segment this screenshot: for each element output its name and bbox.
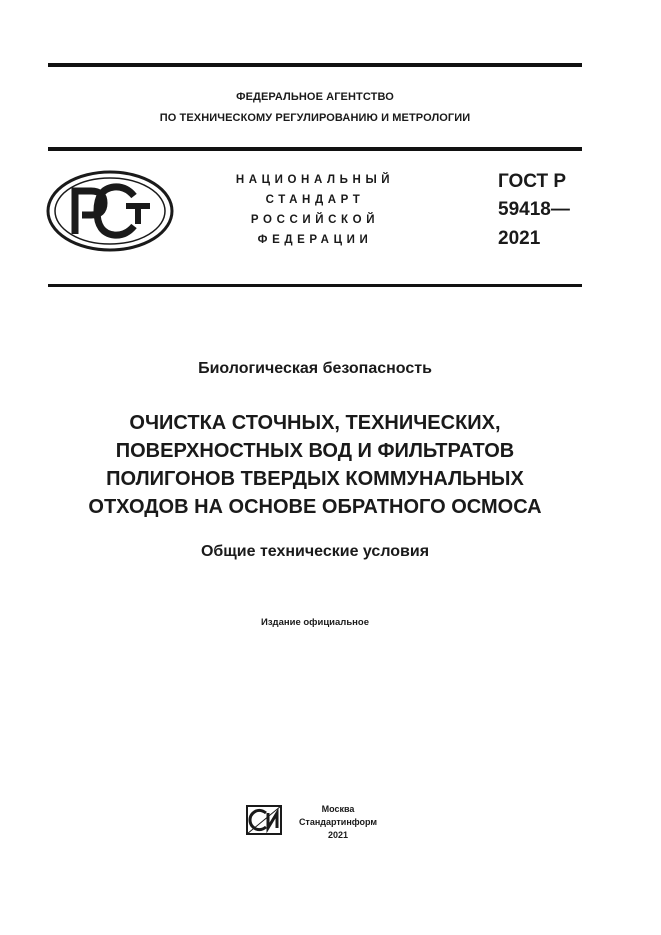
document-subtitle: Общие технические условия	[200, 543, 430, 560]
title-block-rule	[48, 284, 582, 287]
rst-certification-logo-icon	[46, 170, 174, 252]
national-standard-line-4: ФЕДЕРАЦИИ	[257, 234, 373, 246]
title-line-2: ПОВЕРХНОСТНЫХ ВОД И ФИЛЬТРАТОВ	[115, 440, 515, 462]
standard-code-number: 59418—	[498, 199, 570, 220]
header-rule	[48, 147, 582, 151]
national-standard-line-3: РОССИЙСКОЙ	[250, 214, 380, 226]
publisher-city: Москва	[321, 804, 355, 814]
publisher-year: 2021	[327, 830, 349, 840]
title-line-4: ОТХОДОВ НА ОСНОВЕ ОБРАТНОГО ОСМОСА	[88, 496, 542, 518]
national-standard-line-2: СТАНДАРТ	[265, 194, 365, 206]
title-line-3: ПОЛИГОНОВ ТВЕРДЫХ КОММУНАЛЬНЫХ	[106, 468, 524, 490]
title-line-1: ОЧИСТКА СТОЧНЫХ, ТЕХНИЧЕСКИХ,	[129, 412, 501, 434]
national-standard-line-1: НАЦИОНАЛЬНЫЙ	[235, 174, 395, 186]
standard-code-year: 2021	[498, 228, 541, 249]
standard-code-prefix: ГОСТ Р	[498, 171, 567, 192]
edition-label: Издание официальное	[261, 617, 369, 628]
top-rule	[48, 63, 582, 67]
agency-line-2: ПО ТЕХНИЧЕСКОМУ РЕГУЛИРОВАНИЮ И МЕТРОЛОГИИ	[159, 112, 471, 124]
agency-line-1: ФЕДЕРАЛЬНОЕ АГЕНТСТВО	[236, 91, 394, 103]
standartinform-logo-icon	[246, 805, 282, 835]
document-subject: Биологическая безопасность	[198, 360, 432, 377]
document-title	[48, 409, 582, 521]
publisher-name: Стандартинформ	[298, 817, 378, 827]
